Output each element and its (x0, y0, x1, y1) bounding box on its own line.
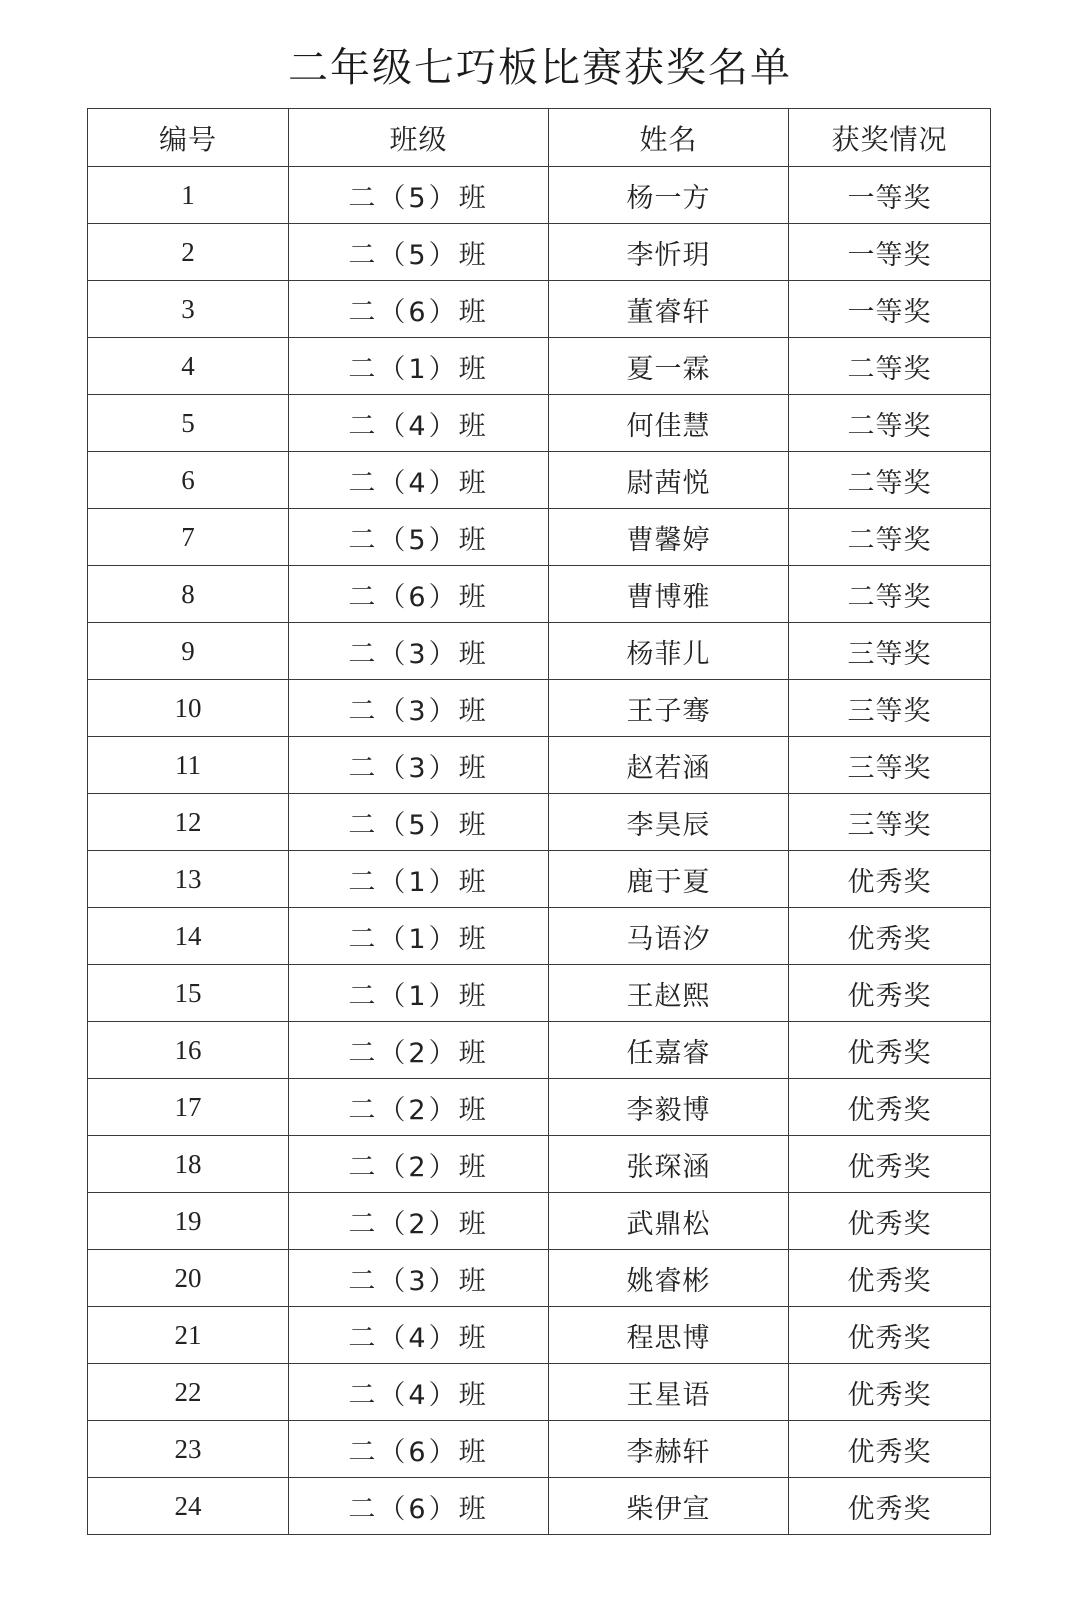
cell-name: 柴伊宣 (549, 1478, 789, 1535)
table-row (88, 965, 991, 1022)
cell-number: 6 (88, 452, 289, 509)
cell-number: 4 (88, 338, 289, 395)
cell-class: 二（4）班 (289, 1364, 549, 1421)
cell-name: 王子骞 (549, 680, 789, 737)
cell-award: 优秀奖 (789, 1421, 991, 1478)
cell-number: 19 (88, 1193, 289, 1250)
cell-class: 二（6）班 (289, 281, 549, 338)
cell-award: 一等奖 (789, 167, 991, 224)
table-row (88, 1307, 991, 1364)
cell-award: 优秀奖 (789, 1307, 991, 1364)
cell-award: 三等奖 (789, 680, 991, 737)
cell-number: 1 (88, 167, 289, 224)
cell-award: 优秀奖 (789, 965, 991, 1022)
cell-name: 任嘉睿 (549, 1022, 789, 1079)
cell-number: 7 (88, 509, 289, 566)
cell-class: 二（6）班 (289, 1421, 549, 1478)
cell-name: 程思博 (549, 1307, 789, 1364)
cell-class: 二（4）班 (289, 1307, 549, 1364)
cell-award: 优秀奖 (789, 1478, 991, 1535)
table-row (88, 851, 991, 908)
cell-name: 董睿轩 (549, 281, 789, 338)
cell-class: 二（1）班 (289, 338, 549, 395)
cell-name: 李昊辰 (549, 794, 789, 851)
cell-name: 姚睿彬 (549, 1250, 789, 1307)
cell-award: 优秀奖 (789, 1193, 991, 1250)
cell-number: 14 (88, 908, 289, 965)
cell-class: 二（2）班 (289, 1022, 549, 1079)
cell-name: 尉茜悦 (549, 452, 789, 509)
cell-class: 二（5）班 (289, 509, 549, 566)
table-row (88, 1421, 991, 1478)
cell-number: 2 (88, 224, 289, 281)
cell-award: 优秀奖 (789, 1364, 991, 1421)
table-row (88, 623, 991, 680)
cell-name: 马语汐 (549, 908, 789, 965)
table-row (88, 338, 991, 395)
table-row (88, 395, 991, 452)
cell-award: 二等奖 (789, 566, 991, 623)
table-row (88, 1079, 991, 1136)
cell-number: 12 (88, 794, 289, 851)
cell-class: 二（3）班 (289, 623, 549, 680)
cell-name: 杨菲儿 (549, 623, 789, 680)
table-row (88, 1250, 991, 1307)
cell-name: 赵若涵 (549, 737, 789, 794)
cell-number: 17 (88, 1079, 289, 1136)
cell-number: 23 (88, 1421, 289, 1478)
cell-class: 二（4）班 (289, 452, 549, 509)
cell-class: 二（2）班 (289, 1136, 549, 1193)
cell-name: 李赫轩 (549, 1421, 789, 1478)
table-header (88, 109, 991, 167)
cell-class: 二（1）班 (289, 851, 549, 908)
cell-number: 15 (88, 965, 289, 1022)
cell-award: 优秀奖 (789, 1250, 991, 1307)
cell-name: 李毅博 (549, 1079, 789, 1136)
table-row (88, 452, 991, 509)
cell-award: 二等奖 (789, 395, 991, 452)
cell-number: 21 (88, 1307, 289, 1364)
header-name: 姓名 (549, 109, 789, 167)
table-row (88, 1478, 991, 1535)
cell-number: 18 (88, 1136, 289, 1193)
table-row (88, 1193, 991, 1250)
table-row (88, 1022, 991, 1079)
cell-class: 二（5）班 (289, 224, 549, 281)
cell-award: 一等奖 (789, 224, 991, 281)
cell-name: 曹馨婷 (549, 509, 789, 566)
cell-award: 三等奖 (789, 794, 991, 851)
cell-number: 13 (88, 851, 289, 908)
cell-award: 优秀奖 (789, 1022, 991, 1079)
cell-award: 优秀奖 (789, 1079, 991, 1136)
header-number: 编号 (88, 109, 289, 167)
header-class: 班级 (289, 109, 549, 167)
cell-award: 三等奖 (789, 623, 991, 680)
cell-name: 张琛涵 (549, 1136, 789, 1193)
table-row (88, 224, 991, 281)
cell-name: 鹿于夏 (549, 851, 789, 908)
cell-number: 5 (88, 395, 289, 452)
cell-number: 24 (88, 1478, 289, 1535)
cell-class: 二（6）班 (289, 1478, 549, 1535)
cell-name: 曹博雅 (549, 566, 789, 623)
cell-award: 优秀奖 (789, 1136, 991, 1193)
cell-number: 20 (88, 1250, 289, 1307)
cell-number: 3 (88, 281, 289, 338)
cell-class: 二（3）班 (289, 1250, 549, 1307)
cell-name: 夏一霖 (549, 338, 789, 395)
cell-name: 杨一方 (549, 167, 789, 224)
cell-class: 二（2）班 (289, 1079, 549, 1136)
table-row (88, 908, 991, 965)
cell-number: 9 (88, 623, 289, 680)
table-row (88, 167, 991, 224)
cell-class: 二（4）班 (289, 395, 549, 452)
table-body (88, 167, 991, 1535)
cell-class: 二（5）班 (289, 167, 549, 224)
cell-class: 二（1）班 (289, 965, 549, 1022)
cell-award: 二等奖 (789, 452, 991, 509)
cell-name: 李忻玥 (549, 224, 789, 281)
cell-award: 优秀奖 (789, 851, 991, 908)
table-row (88, 1364, 991, 1421)
cell-class: 二（5）班 (289, 794, 549, 851)
cell-name: 王星语 (549, 1364, 789, 1421)
cell-class: 二（3）班 (289, 680, 549, 737)
cell-award: 一等奖 (789, 281, 991, 338)
page-title: 二年级七巧板比赛获奖名单 (288, 45, 792, 91)
cell-number: 16 (88, 1022, 289, 1079)
table-row (88, 509, 991, 566)
table-row (88, 680, 991, 737)
header-award: 获奖情况 (789, 109, 991, 167)
cell-name: 武鼎松 (549, 1193, 789, 1250)
cell-name: 何佳慧 (549, 395, 789, 452)
cell-class: 二（2）班 (289, 1193, 549, 1250)
cell-award: 二等奖 (789, 338, 991, 395)
cell-award: 二等奖 (789, 509, 991, 566)
cell-number: 8 (88, 566, 289, 623)
cell-number: 22 (88, 1364, 289, 1421)
cell-number: 11 (88, 737, 289, 794)
table-row (88, 566, 991, 623)
cell-class: 二（1）班 (289, 908, 549, 965)
header-row (88, 109, 991, 167)
cell-name: 王赵熙 (549, 965, 789, 1022)
cell-class: 二（6）班 (289, 566, 549, 623)
table-row (88, 1136, 991, 1193)
table-row (88, 737, 991, 794)
cell-class: 二（3）班 (289, 737, 549, 794)
cell-award: 优秀奖 (789, 908, 991, 965)
table-row (88, 281, 991, 338)
cell-award: 三等奖 (789, 737, 991, 794)
cell-number: 10 (88, 680, 289, 737)
award-table (87, 108, 991, 1535)
table-row (88, 794, 991, 851)
